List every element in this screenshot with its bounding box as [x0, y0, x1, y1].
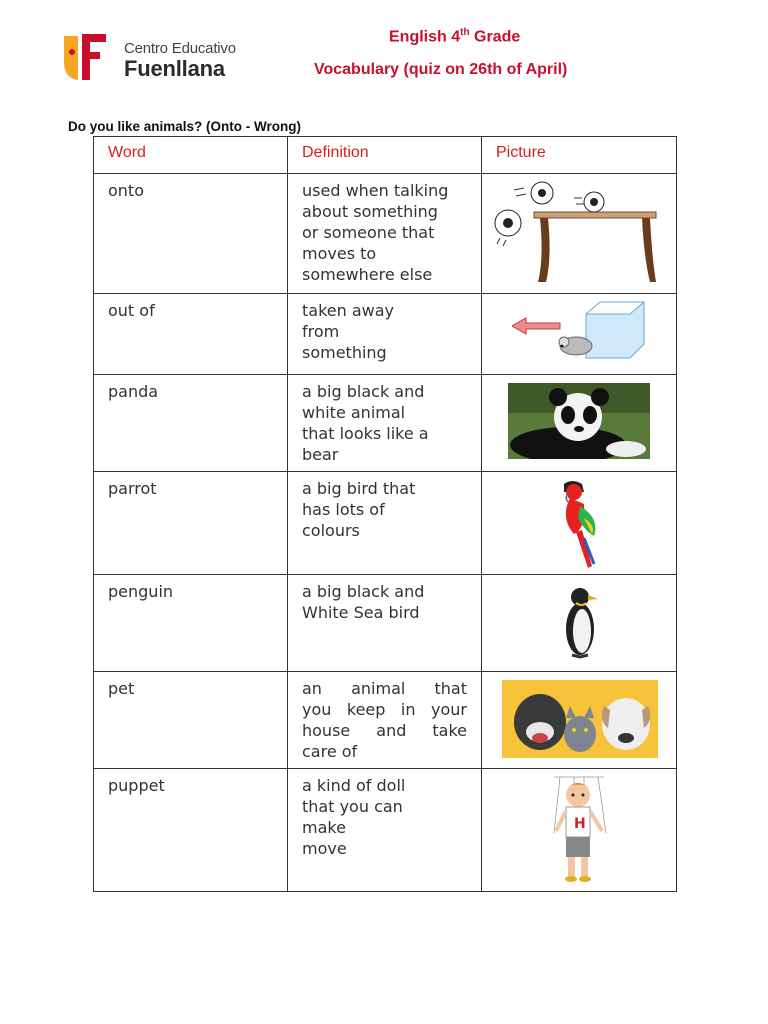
table-row — [94, 672, 677, 769]
pets-photo — [502, 680, 658, 758]
word: panda — [108, 382, 159, 401]
word-cell — [94, 375, 288, 472]
word: onto — [108, 181, 144, 200]
word-cell — [94, 769, 288, 892]
definition: a big black and white animal that looks like a bear — [302, 382, 429, 464]
definition-cell — [288, 472, 482, 575]
definition: an animal that you keep in your house and take care of — [302, 679, 467, 761]
svg-text:H: H — [574, 816, 586, 832]
table-row — [94, 375, 677, 472]
definition: used when talking about something or someone that moves to somewhere else — [302, 181, 449, 284]
word: puppet — [108, 776, 165, 795]
fuenllana-logo-icon — [64, 32, 108, 82]
table-row — [94, 575, 677, 672]
definition-cell — [288, 769, 482, 892]
table-row — [94, 472, 677, 575]
definition-cell — [288, 375, 482, 472]
header-definition: Definition — [288, 137, 482, 174]
word-cell — [94, 174, 288, 294]
definition-cell — [288, 294, 482, 375]
definition: a kind of doll that you can make move — [302, 776, 406, 858]
vocabulary-table — [93, 136, 677, 892]
word: out of — [108, 301, 155, 320]
header-word: Word — [94, 137, 288, 174]
table-header-row — [94, 137, 677, 174]
logo-line1: Centro Educativo — [124, 40, 236, 57]
definition: a big bird that has lots of colours — [302, 479, 416, 540]
picture-cell — [482, 294, 677, 375]
parrot-icon — [550, 478, 610, 570]
balls-on-table-icon — [490, 178, 670, 290]
picture-cell — [482, 375, 677, 472]
logo-line2: Fuenllana — [124, 56, 225, 81]
header-picture: Picture — [482, 137, 677, 174]
definition-cell — [288, 672, 482, 769]
definition-cell — [288, 575, 482, 672]
word-cell — [94, 472, 288, 575]
table-row — [94, 294, 677, 375]
word: pet — [108, 679, 135, 698]
picture-cell — [482, 672, 677, 769]
picture-cell — [482, 769, 677, 892]
mouse-out-of-box-icon — [512, 300, 652, 366]
title-suffix: Grade — [469, 28, 521, 46]
definition: a big black and White Sea bird — [302, 582, 425, 622]
school-logo — [64, 32, 236, 84]
word: parrot — [108, 479, 157, 498]
word: penguin — [108, 582, 174, 601]
intro-question: Do you like animals? (Onto - Wrong) — [68, 119, 302, 134]
table-row — [94, 174, 677, 294]
picture-cell — [482, 472, 677, 575]
page-title — [389, 27, 520, 46]
picture-cell — [482, 174, 677, 294]
penguin-icon — [560, 585, 600, 659]
title-sup: th — [460, 27, 470, 38]
panda-photo — [508, 383, 650, 459]
title-prefix: English 4 — [389, 28, 461, 46]
picture-cell — [482, 575, 677, 672]
word-cell — [94, 672, 288, 769]
word-cell — [94, 294, 288, 375]
page-subtitle: Vocabulary (quiz on 26th of April) — [314, 61, 568, 78]
definition: taken away from something — [302, 301, 395, 362]
table-row — [94, 769, 677, 892]
puppet-icon — [544, 773, 614, 885]
definition-cell — [288, 174, 482, 294]
word-cell — [94, 575, 288, 672]
